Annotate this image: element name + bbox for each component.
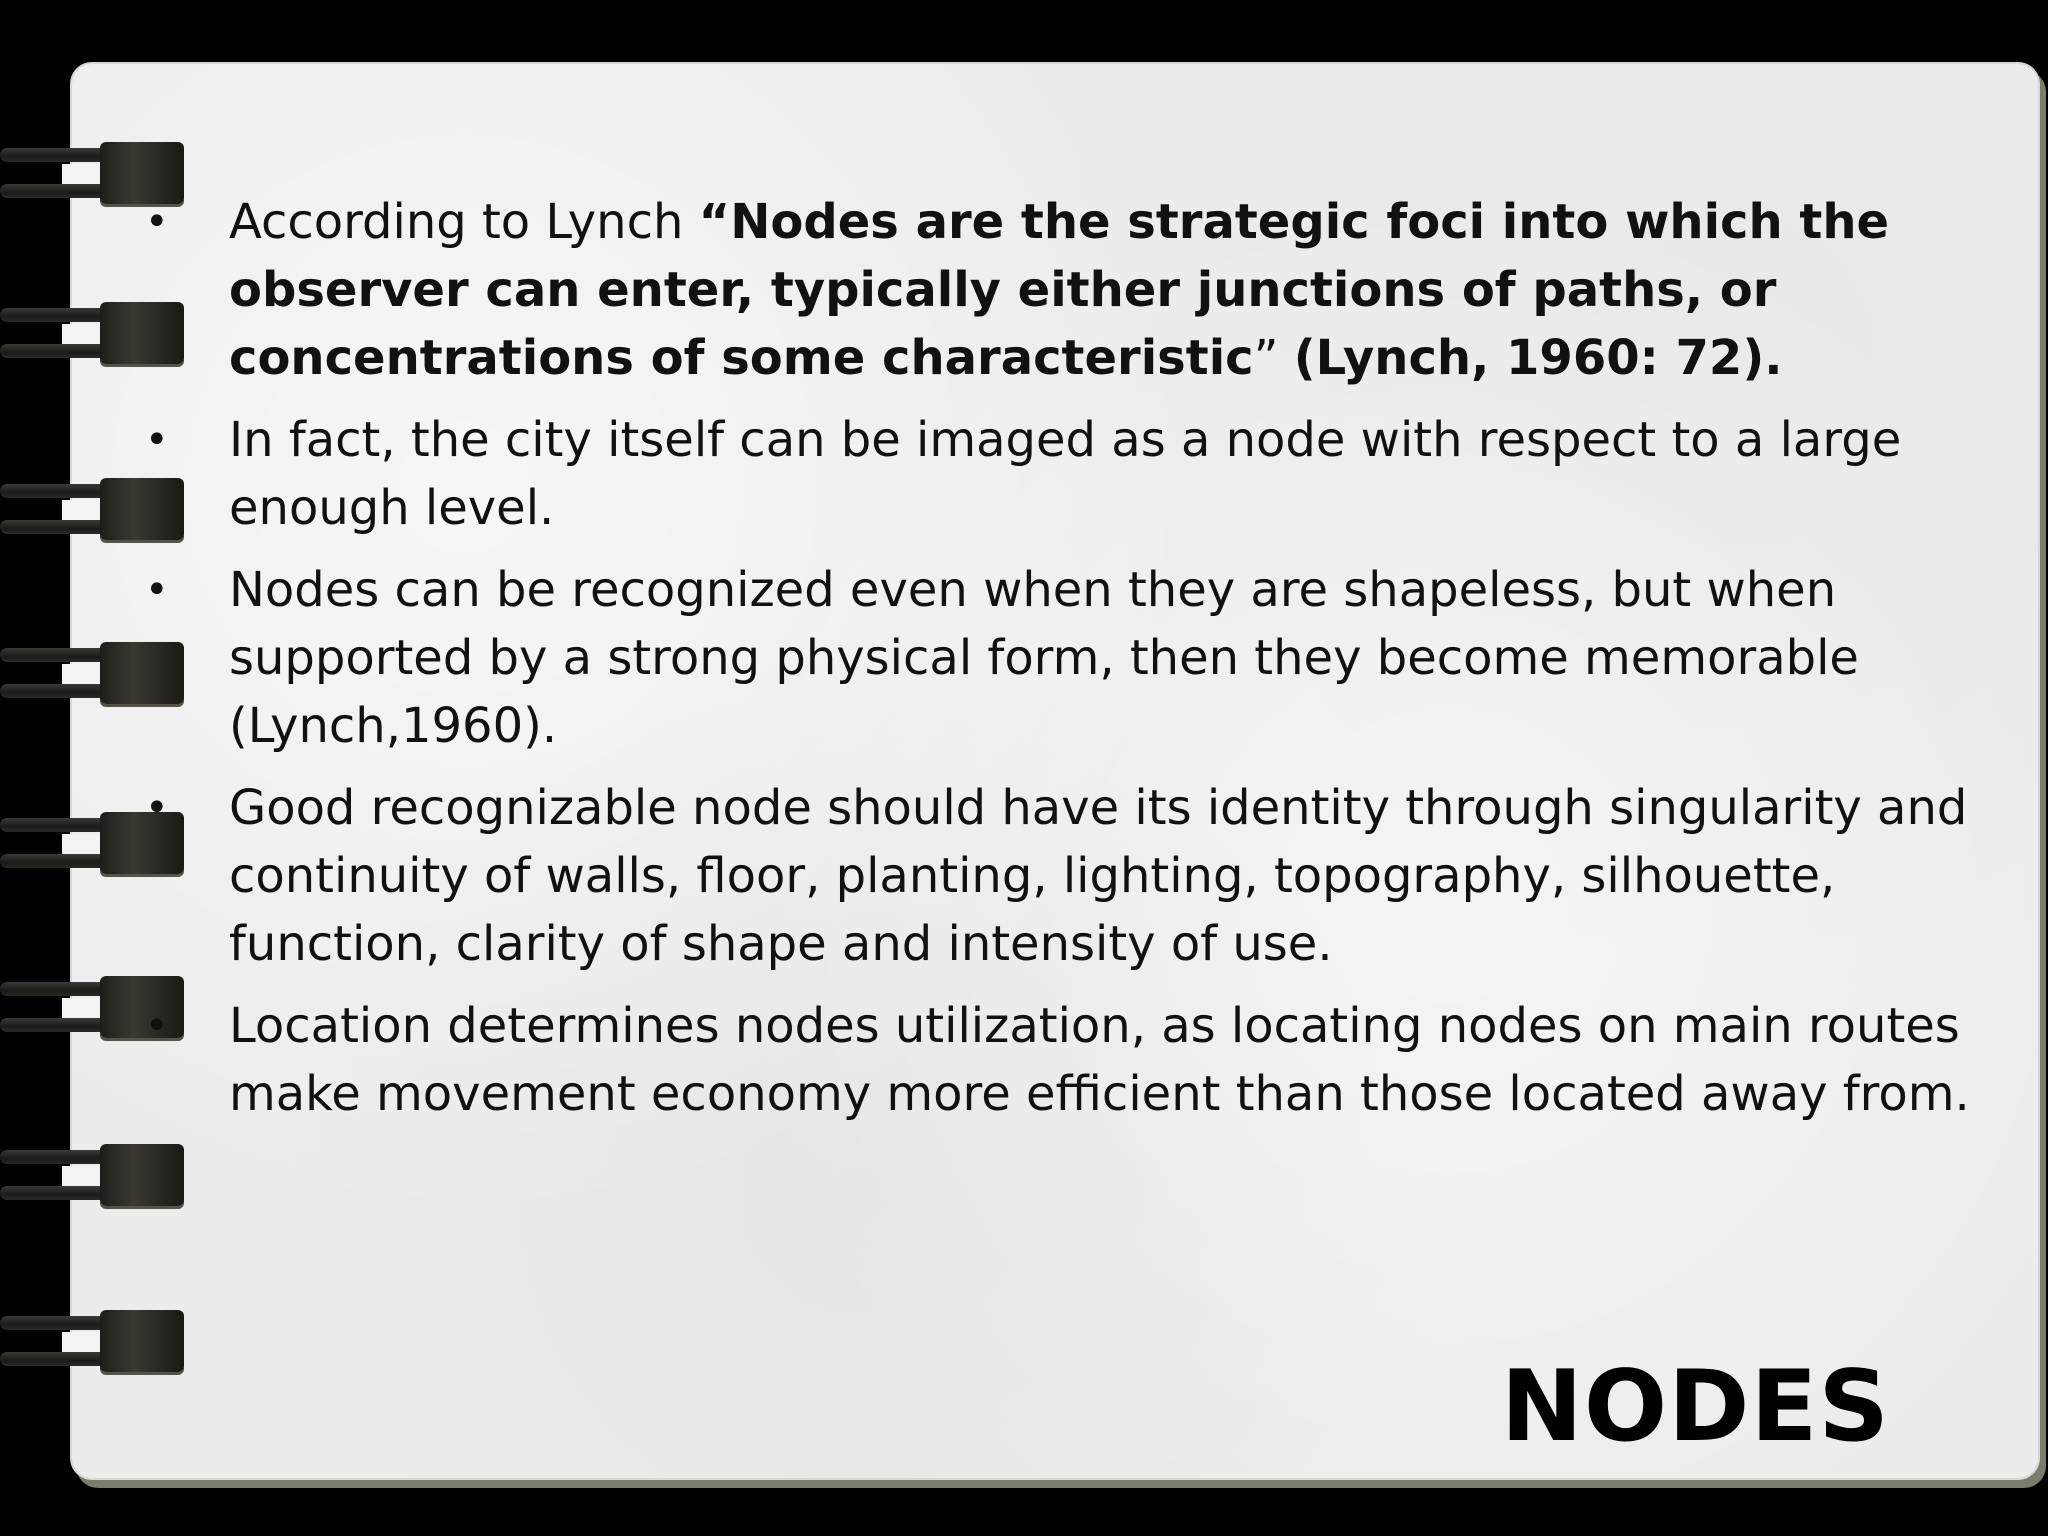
bullet-dot-icon: • xyxy=(145,785,169,831)
bullet-text: “Nodes are the strategic foci into which the observer can enter, typically either junctions of paths, or concentrations of some characteristic xyxy=(229,194,1890,386)
bullet-text: According to Lynch xyxy=(229,194,699,250)
bullet-dot-icon: • xyxy=(145,417,169,463)
bullet-dot-icon: • xyxy=(145,1003,169,1049)
bullet-item xyxy=(145,992,2030,1128)
binder-ring-icon xyxy=(0,1144,185,1210)
bullet-text: In fact, the city itself can be imaged as a node with respect to a large enough level. xyxy=(229,412,1902,536)
bullet-dot-icon: • xyxy=(145,199,169,245)
bullet-item xyxy=(145,406,2030,542)
bullet-item xyxy=(145,188,2030,392)
bullet-text: (Lynch, 1960: 72). xyxy=(1293,330,1783,386)
slide-title: NODES xyxy=(1500,1350,1890,1464)
bullet-item xyxy=(145,774,2030,978)
bullet-text: Location determines nodes utilization, as locating nodes on main routes make movement economy more efficient than those located away from. xyxy=(229,998,1970,1122)
binder-ring-icon xyxy=(0,1310,185,1376)
bullet-list xyxy=(145,188,2030,1142)
bullet-item xyxy=(145,556,2030,760)
bullet-text: ” xyxy=(1253,330,1294,386)
bullet-text: Nodes can be recognized even when they are shapeless, but when supported by a strong physical form, then they become memorable (Lynch,1960). xyxy=(229,562,1859,754)
bullet-dot-icon: • xyxy=(145,567,169,613)
bullet-text: Good recognizable node should have its identity through singularity and continuity of walls, floor, planting, lighting, topography, silhouette, function, clarity of shape and intensity of use. xyxy=(229,780,1968,972)
